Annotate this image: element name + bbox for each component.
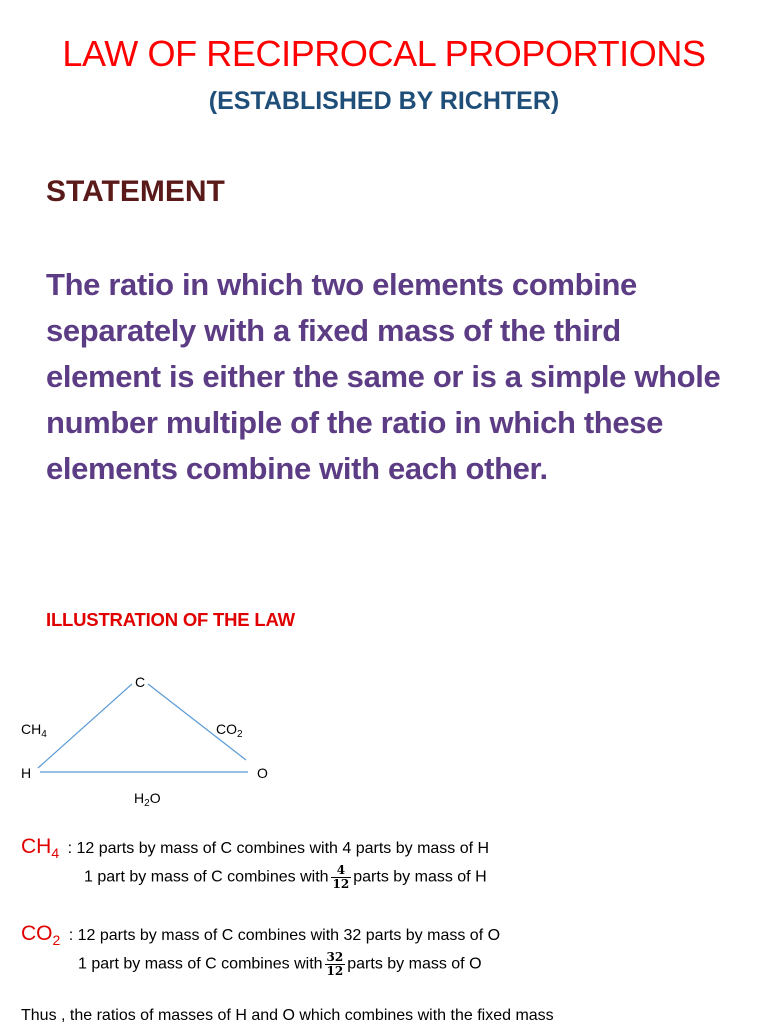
vertex-h-label: H [21,765,32,781]
vertex-c-label: C [135,674,146,690]
edge-ch4-label: $CH_4$ [21,721,47,740]
co2-line-1 [21,923,500,947]
statement-heading: STATEMENT [46,175,225,208]
ch4-fraction [331,864,352,891]
co2-line-1-text: : 12 parts by mass of C combines with 32 parts by mass of O [68,927,501,944]
edge-h2o-label: $H_2O$ [134,790,161,809]
co2-line-2-prefix: 1 part by mass of C combines with [78,955,323,973]
ch4-line-2-suffix: parts by mass of H [353,868,487,886]
ch4-formula: $CH_4$ [21,835,60,861]
statement-body: The ratio in which two elements combine separately with a fixed mass of the third element is either the same or is a simple whole number multiple of the ratio in which these elements combine with each other. [46,267,721,486]
conclusion-text: Thus , the ratios of masses of H and O which combines with the fixed mass [21,1007,554,1024]
co2-fraction-numerator: 32 [326,950,344,964]
co2-line-2-suffix: parts by mass of O [347,955,482,973]
page-subtitle: (ESTABLISHED BY RICHTER) [208,87,560,115]
co2-fraction-denominator: 12 [326,964,344,978]
ch4-line-2 [84,864,487,891]
vertex-o-label: O [257,765,268,781]
co2-fraction [325,951,346,978]
co2-line-2 [78,951,482,978]
page-title: LAW OF RECIPROCAL PROPORTIONS [62,33,706,74]
co2-formula: $CO_2$ [21,922,61,948]
triangle-diagram [0,660,300,810]
ch4-line-1 [21,836,489,860]
ch4-line-1-text: : 12 parts by mass of C combines with 4 parts by mass of H [67,840,490,857]
illustration-heading: ILLUSTRATION OF THE LAW [46,609,295,630]
ch4-line-2-prefix: 1 part by mass of C combines with [84,868,329,886]
ch4-fraction-numerator: 4 [331,864,352,878]
edge-h-c [38,684,132,768]
edge-co2-label: $CO_2$ [216,721,243,740]
ch4-fraction-denominator: 12 [332,877,350,891]
